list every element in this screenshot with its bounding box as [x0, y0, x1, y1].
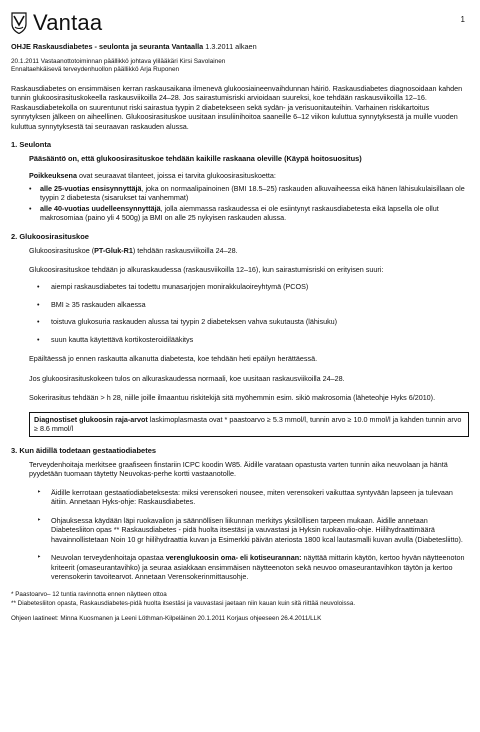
test-timing-pre: Glukoosirasituskoe (: [29, 246, 95, 256]
document-title: [11, 42, 466, 52]
list-item-text: Neuvolan terveydenhoitaja opastaa: [51, 553, 166, 563]
section-3-heading: 3. Kun äidillä todetaan gestaatiodiabetes: [11, 445, 157, 455]
thresholds-text: laskimoplasmasta ovat * paastoarvo ≥ 5.3 mmol/l, tunnin arvo ≥ 10.0 mmol/l ja kahden tunnin arvo ≥ 8.6 mmol/l: [34, 414, 462, 434]
list-item: • aiempi raskausdiabetes tai todettu munasarjojen monirakkulaoireyhtymä (PCOS): [37, 282, 466, 292]
list-item-bold: verenglukoosin oma- eli kotiseurannan:: [165, 553, 302, 563]
list-item: [29, 204, 466, 223]
page-number: 1: [460, 15, 465, 24]
list-item-bold: alle 40-vuotias uudelleensynnyttäjä: [40, 203, 161, 213]
footnotes: [11, 590, 466, 608]
list-item-bold: alle 25-vuotias ensisynnyttäjä: [40, 183, 142, 193]
exceptions-label: Poikkeuksena: [29, 171, 77, 181]
exceptions-list: [29, 184, 466, 223]
note-paragraph: Epäiltäessä jo ennen raskautta alkanutta diabetesta, koe tehdään heti epäilyn herättäessä.: [29, 354, 318, 364]
test-timing-post: ) tehdään raskausviikoilla 24–28.: [132, 246, 238, 256]
section-2-notes: [11, 354, 466, 403]
exceptions-intro: [29, 171, 466, 181]
vantaa-crest-logo: [11, 12, 27, 34]
title-date: 1.3.2011 alkaen: [205, 42, 257, 51]
risk-factor-list: [11, 282, 466, 344]
list-item: ‣ Äidille kerrotaan gestaatiodiabeteksesta: miksi verensokeri nousee, miten verensokeri vaikuttaa syntyvään lapseen ja tulevaan äitiin. Annetaan Hyks-ohje: Raskausdiabetes.: [37, 488, 466, 507]
list-item: ‣ Ohjauksessa käydään läpi ruokavalion ja säännöllisen liikunnan merkitys yksilöllisen tarpeen mukaan. Äidille annetaan Diabetesliiton opas ** Raskausdiabetes - pidä huolta itsestäsi ja vauvastasi ja Hyksin ruokavalio-ohje. Hiilihydraattimäärä havainnollistetaan Noin 10 gr hiilihydraattia kuvan ja Esimerkki päivän ateriosta 1800 kcal lautasmalli kuvan avulla (Diabetesliitto).: [37, 516, 466, 545]
list-item: • BMI ≥ 35 raskauden alkaessa: [37, 300, 466, 310]
test-code: PT-Gluk-R1: [94, 246, 133, 256]
authors-line: Ohjeen laatineet: Minna Kuosmanen ja Leeni Löthman-Kilpeläinen 20.1.2011 Korjaus ohjeeseen 26.4.2011/LLK: [11, 615, 322, 623]
meta-approver-2: Ennaltaehkäisevä terveydenhuollon päällikkö Arja Ruponen: [11, 66, 180, 74]
early-test-paragraph: Glukoosirasituskoe tehdään jo alkuraskaudessa (raskausviikoilla 12–16), kun sairastumisriski on erityisen suuri:: [29, 264, 384, 274]
exceptions-text: ovat seuraavat tilanteet, joissa ei tarvita glukoosirasituskoetta:: [76, 171, 276, 181]
list-item: [29, 184, 466, 203]
document-meta: [11, 58, 466, 75]
section-1-body: [11, 154, 466, 222]
section-1-subheading: Pääsääntö on, että glukoosirasituskoe tehdään kaikille raskaana oleville (Käypä hoitosuositus): [29, 154, 362, 164]
letterhead: [11, 8, 466, 38]
section-1-heading: 1. Seulonta: [11, 140, 52, 150]
list-item-text: näyttää mittarin käytön, kertoo hyvän näytteenoton kriteerit (omaseurantavihko) ja seuraa asiakkaan ensimmäisen näytteenoton sekä neuvoo omaseurantavihkon täytön ja kertoo verensokerin tavoitearvot. Annetaan Verensokerinmittausohje.: [51, 553, 465, 582]
section-2-body: [11, 246, 466, 274]
meta-approver: 20.1.2011 Vastaanottotoiminnan päällikkö johtava ylilääkäri Kirsi Savolainen: [11, 57, 226, 65]
footnote: ** Diabetesliiton opasta, Raskausdiabetes-pidä huolta itsestäsi ja vauvastasi jaetaan niin kauan kuin sitä riittää neuvoloissa.: [11, 599, 356, 607]
list-item: • toistuva glukosuria raskauden alussa tai tyypin 2 diabeteksen vahva sukutausta (lähisuku): [37, 317, 466, 327]
list-item: [37, 553, 466, 582]
note-paragraph: Sokerirasitus tehdään > h 28, niille joille ilmaantuu riskitekijä sitä myöhemmin esim. sikiö makrosomia (läheteohje Hyks 6/2010).: [29, 393, 436, 403]
test-timing: [29, 246, 466, 256]
note-paragraph: Jos glukoosirasituskokeen tulos on alkuraskaudessa normaali, koe uusitaan raskausviikoilla 24–28.: [29, 373, 345, 383]
diagnostic-thresholds-box: [29, 412, 469, 437]
footnote: * Paastoarvo– 12 tuntia ravinnotta ennen näytteen ottoa: [11, 590, 167, 598]
section-3-intro: Terveydenhoitaja merkitsee graafiseen finstariin ICPC koodin W85. Äidille varataan opastusta varten tunnin aika neuvolaan ja häntä pyydetään tuomaan täytetty Neuvokas-perhe kortti vastaanotolle.: [29, 459, 448, 479]
thresholds-label: Diagnostiset glukoosin raja-arvot: [34, 414, 148, 424]
list-item-text: , joka on normaalipainoinen (BMI 18.5–25) raskauden alkuvaiheessa eikä hänen lähisukulaisillaan ole tyypin 2 diabetesta (sisarukset tai vanhemmat): [40, 183, 465, 203]
list-item: • suun kautta käytettävä kortikosteroidilääkitys: [37, 335, 466, 345]
intro-paragraph: Raskausdiabetes on ensimmäisen kerran raskausaikana ilmenevä glukoosiaineenvaihdunnan häiriö. Raskausdiabetes diagnosoidaan kahden tunnin glukoosirasituskokeella raskausviikoilla 24–28. Jos sairastumisriski arvioidaan suureksi, koe tehdään raskausviikoilla 12–16. Raskausdiabetekolla on suurentunut riski sairastua tyypin 2 diabetekseen sekä sydän- ja verisuonitauteihin. Varhainen riskikartoitus synnytyksen jälkeen on aiheellinen. Glukoosirasituskoe uusitaan insuliinihoitoa saaneille 6–12 viikon kuluttua synnytyksestä ja muille vuoden kuluttua synnytyksestä tai seuraavan raskauden alussa.: [11, 83, 463, 131]
list-item-text: , jolla aiemmassa raskaudessa ei ole esiintynyt raskausdiabetesta eikä lapsella ole ollut makrosomiaa (paino yli 4 500g) ja BMI on alle 25 nykyisen raskauden alussa.: [40, 203, 439, 223]
brand-name: Vantaa: [33, 10, 103, 36]
guidance-list: [11, 488, 466, 582]
section-2-heading: 2. Glukoosirasituskoe: [11, 231, 89, 241]
title-main: OHJE Raskausdiabetes - seulonta ja seuranta Vantaalla: [11, 42, 204, 51]
